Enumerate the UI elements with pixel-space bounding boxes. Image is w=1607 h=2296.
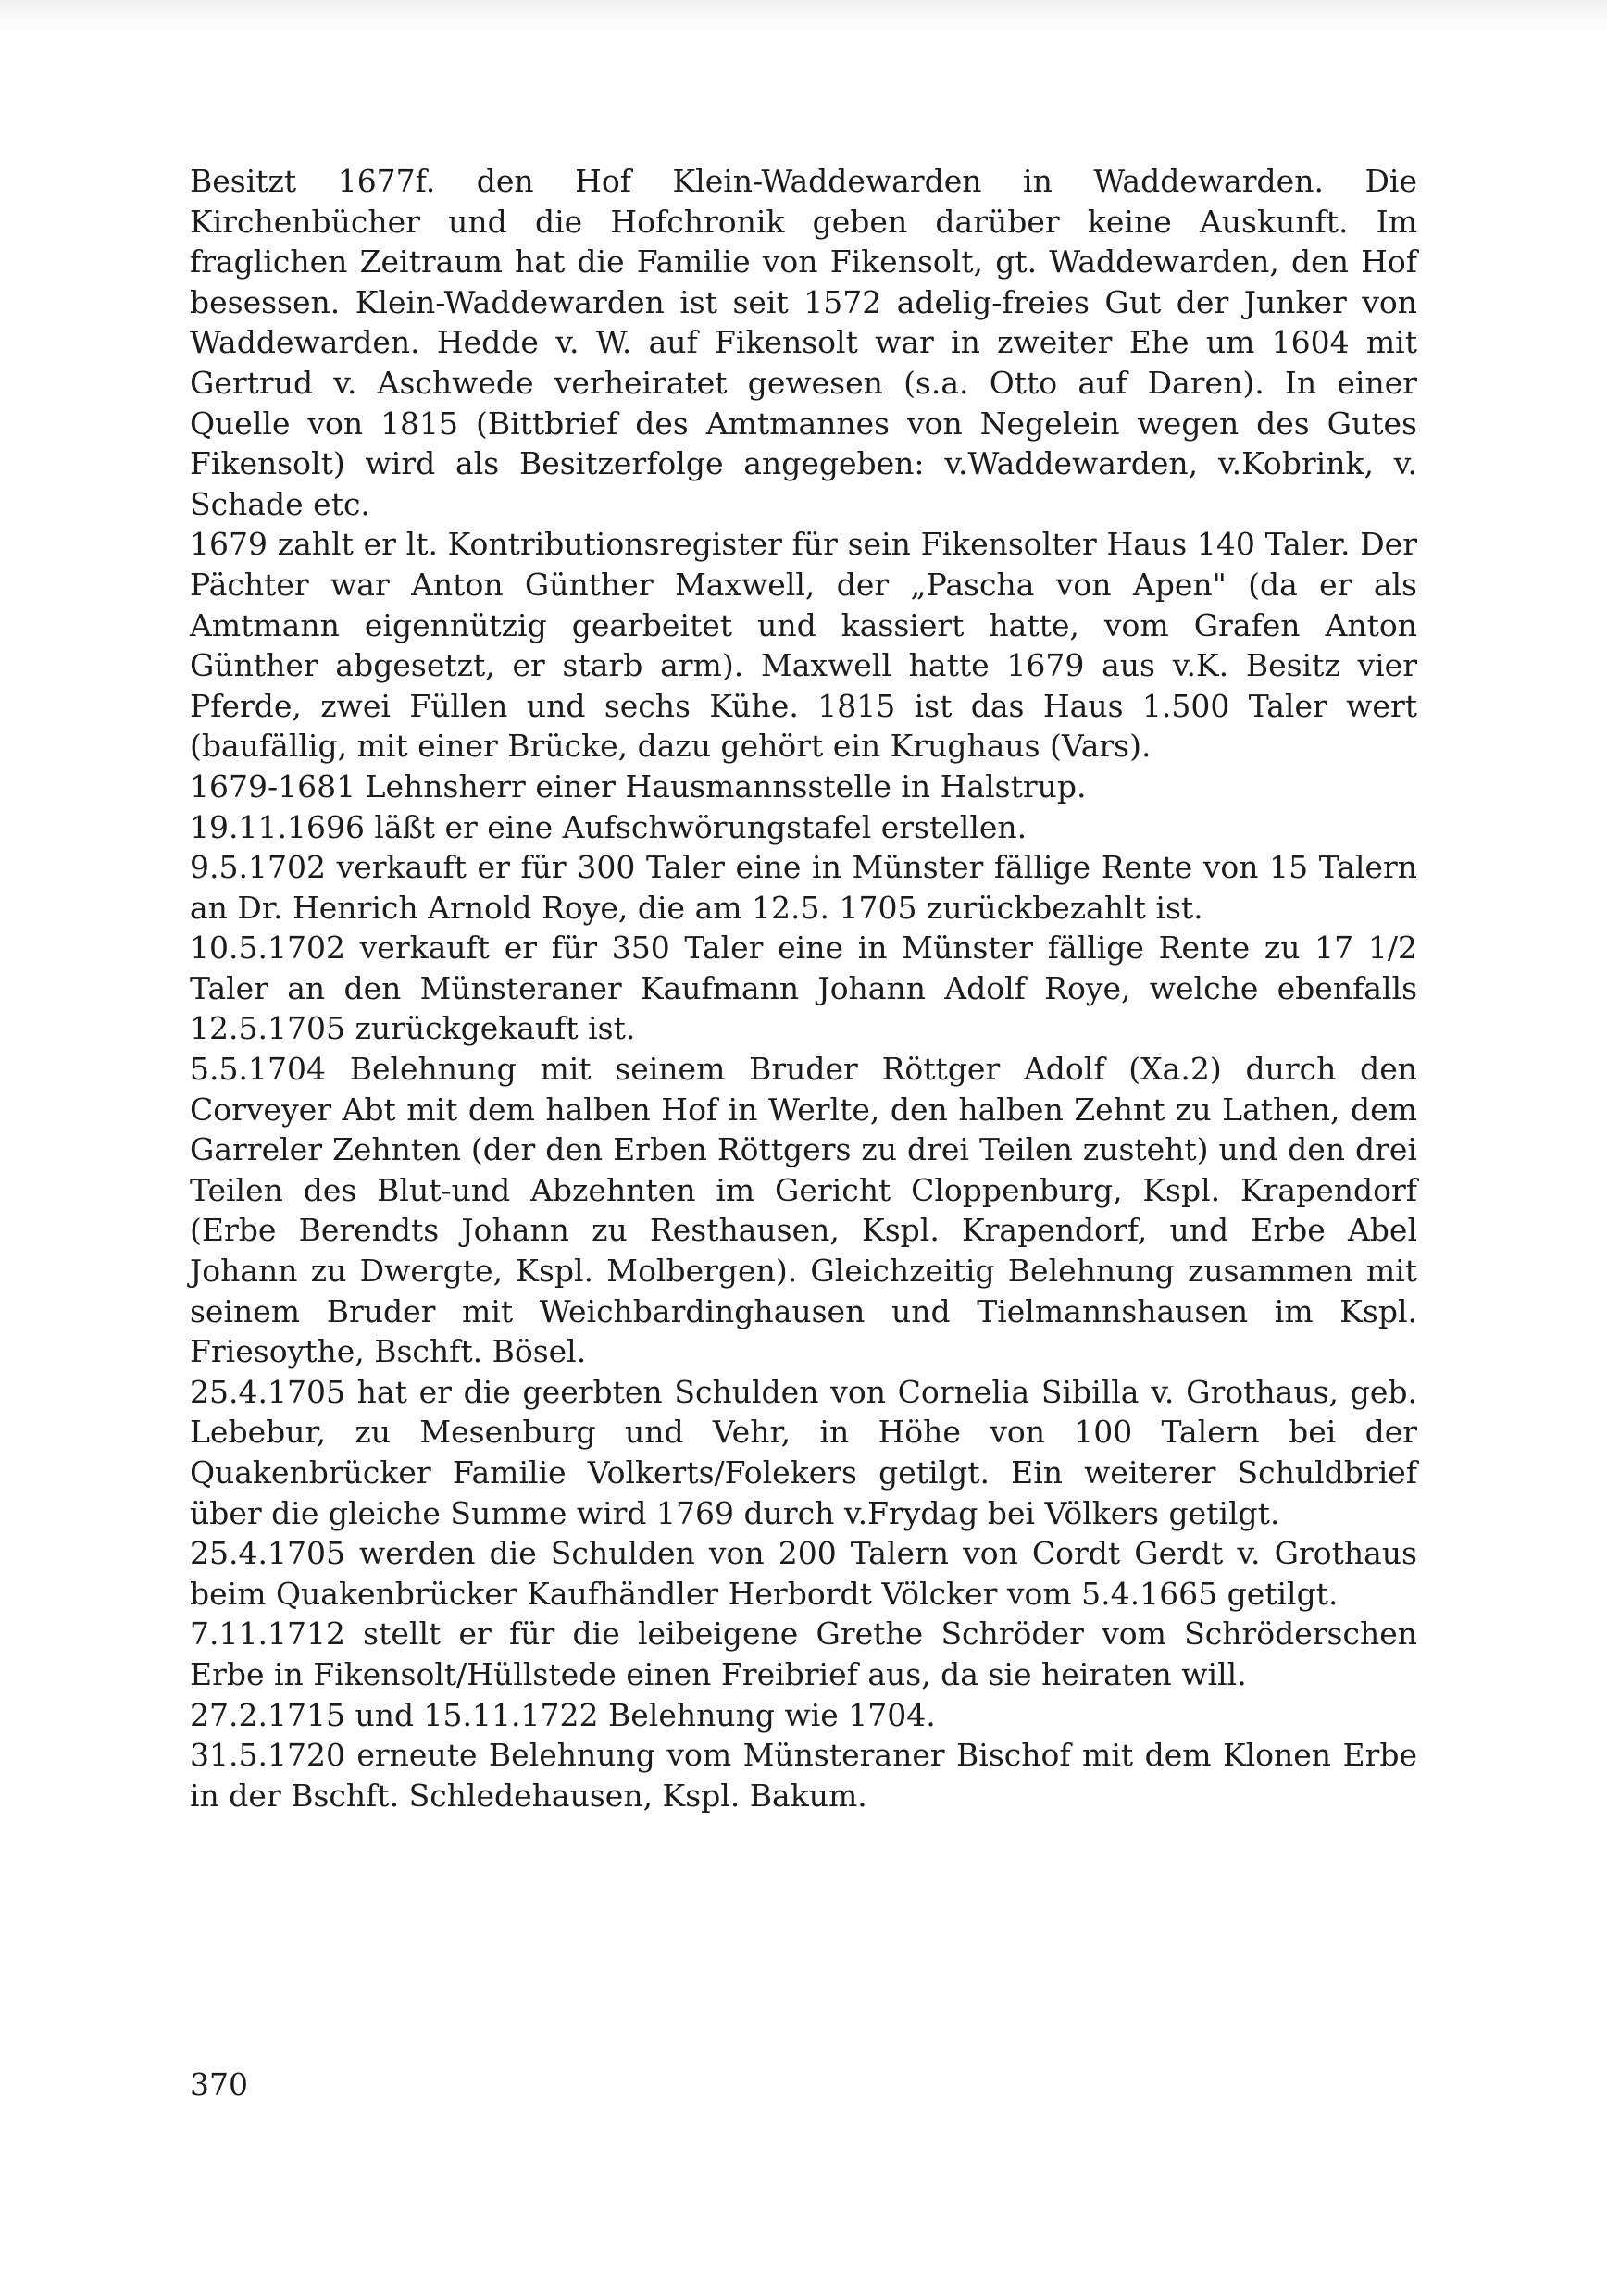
- paragraph-1720: 31.5.1720 erneute Belehnung vom Münsteraner Bischof mit dem Klonen Erbe in der Bschft. Schledehausen, Kspl. Bakum.: [190, 1737, 1417, 1814]
- paragraph-1712: 7.11.1712 stellt er für die leibeigene Grethe Schröder vom Schröderschen Erbe in Fikensolt/Hüllstede einen Freibrief aus, da sie heiraten will.: [190, 1616, 1417, 1692]
- paragraph-1704: 5.5.1704 Belehnung mit seinem Bruder Röttger Adolf (Xa.2) durch den Corveyer Abt mit dem halben Hof in Werlte, den halben Zehnt zu Lathen, dem Garreler Zehnten (der den Erben Röttgers zu drei Teilen zusteht) und den drei Teilen des Blut-und Abzehnten im Gericht Cloppenburg, Kspl. Krapendorf (Erbe Berendts Johann zu Resthausen, Kspl. Krapendorf, und Erbe Abel Johann zu Dwergte, Kspl. Molbergen). Gleichzeitig Belehnung zusammen mit seinem Bruder mit Weichbardinghausen und Tielmannshausen im Kspl. Friesoythe, Bschft. Bösel.: [190, 1051, 1417, 1370]
- scan-top-edge: [0, 0, 1607, 37]
- paragraph-1696: 19.11.1696 läßt er eine Aufschwörungstafel erstellen.: [190, 808, 1028, 845]
- paragraph-1705-cordt: 25.4.1705 werden die Schulden von 200 Talern von Cordt Gerdt v. Grothaus beim Quakenbrücker Kaufhändler Herbordt Völcker vom 5.4.1665 getilgt.: [190, 1535, 1417, 1612]
- paragraph-9-5-1702: 9.5.1702 verkauft er für 300 Taler eine in Münster fällige Rente von 15 Talern an Dr. Henrich Arnold Roye, die am 12.5. 1705 zurückbezahlt ist.: [190, 849, 1417, 926]
- paragraph-10-5-1702: 10.5.1702 verkauft er für 350 Taler eine in Münster fällige Rente zu 17 1/2 Taler an den Münsteraner Kaufmann Johann Adolf Roye, welche ebenfalls 12.5.1705 zurückgekauft ist.: [190, 930, 1417, 1047]
- paragraph-1705-cornelia: 25.4.1705 hat er die geerbten Schulden von Cornelia Sibilla v. Grothaus, geb. Lebebur, zu Mesenburg und Vehr, in Höhe von 100 Talern bei der Quakenbrücker Familie Volkerts/Folekers getilgt. Ein weiterer Schuldbrief über die gleiche Summe wird 1769 durch v.Frydag bei Völkers getilgt.: [190, 1373, 1417, 1531]
- paragraph-1679-1681: 1679-1681 Lehnsherr einer Hausmannsstelle in Halstrup.: [190, 767, 1087, 805]
- page-number: 370: [190, 2066, 248, 2103]
- body-text: [190, 161, 1417, 1816]
- paragraph-1677: Besitzt 1677f. den Hof Klein-Waddewarden in Waddewarden. Die Kirchenbücher und die Hofchronik geben darüber keine Auskunft. Im fraglichen Zeitraum hat die Familie von Fikensolt, gt. Waddewarden, den Hof besessen. Klein-Waddewarden ist seit 1572 adelig-freies Gut der Junker von Waddewarden. Hedde v. W. auf Fikensolt war in zweiter Ehe um 1604 mit Gertrud v. Aschwede verheiratet gewesen (s.a. Otto auf Daren). In einer Quelle von 1815 (Bittbrief des Amtmannes von Negelein wegen des Gutes Fikensolt) wird als Besitzerfolge angegeben: v.Waddewarden, v.Kobrink, v. Schade etc.: [190, 163, 1417, 522]
- paragraph-1679: 1679 zahlt er lt. Kontributionsregister für sein Fikensolter Haus 140 Taler. Der Pächter war Anton Günther Maxwell, der „Pascha von Apen" (da er als Amtmann eigennützig gearbeitet und kassiert hatte, vom Grafen Anton Günther abgesetzt, er starb arm). Maxwell hatte 1679 aus v.K. Besitz vier Pferde, zwei Füllen und sechs Kühe. 1815 ist das Haus 1.500 Taler wert (baufällig, mit einer Brücke, dazu gehört ein Krughaus (Vars).: [190, 526, 1417, 765]
- paragraph-1715: 27.2.1715 und 15.11.1722 Belehnung wie 1704.: [190, 1696, 936, 1733]
